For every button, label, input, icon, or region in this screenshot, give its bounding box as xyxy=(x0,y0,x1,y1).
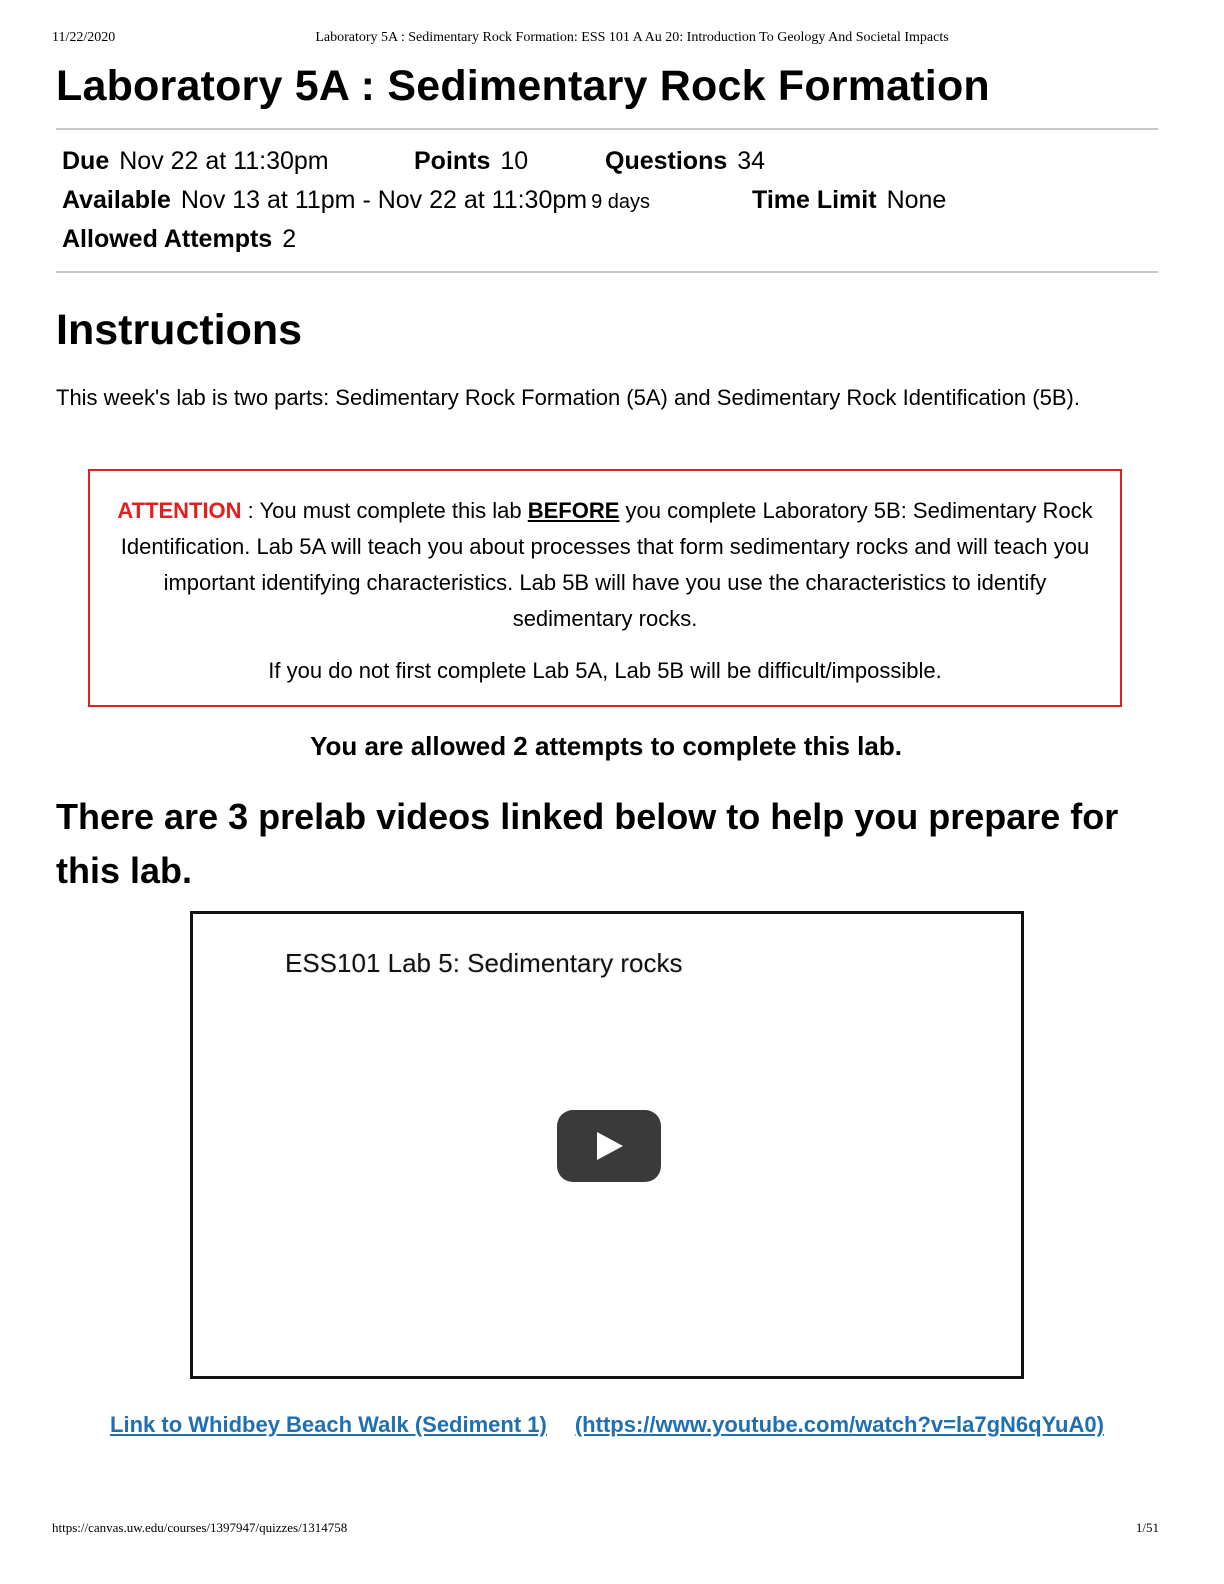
play-icon xyxy=(597,1132,623,1160)
page-title: Laboratory 5A : Sedimentary Rock Formation xyxy=(56,62,990,110)
points-label: Points xyxy=(414,147,491,175)
video-title[interactable]: ESS101 Lab 5: Sedimentary rocks xyxy=(285,948,683,978)
due-value: Nov 22 at 11:30pm xyxy=(119,147,329,175)
video-link-url[interactable]: (https://www.youtube.com/watch?v=la7gN6qYuA0) xyxy=(574,1412,1104,1437)
attention-paragraph xyxy=(102,493,1108,637)
questions-label: Questions xyxy=(605,147,728,175)
allowed-attempts-label: Allowed Attempts xyxy=(62,225,273,253)
questions-value: 34 xyxy=(737,147,766,175)
print-document-title: Laboratory 5A : Sedimentary Rock Formation: ESS 101 A Au 20: Introduction To Geology And Societal Impacts xyxy=(315,30,949,45)
allowed-attempts-field xyxy=(62,225,296,254)
attempts-note: You are allowed 2 attempts to complete this lab. xyxy=(310,731,902,761)
time-limit-value: None xyxy=(886,186,947,214)
print-date: 11/22/2020 xyxy=(52,30,116,45)
available-field xyxy=(62,186,650,215)
questions-field xyxy=(605,147,765,176)
allowed-attempts-value: 2 xyxy=(282,225,297,253)
due-field xyxy=(62,147,329,176)
print-header xyxy=(52,30,1172,50)
videos-heading: There are 3 prelab videos linked below to help you prepare for this lab. xyxy=(56,796,1119,891)
time-limit-field xyxy=(752,186,946,215)
available-label: Available xyxy=(62,186,171,214)
video-link-label[interactable]: Link to Whidbey Beach Walk (Sediment 1) xyxy=(110,1412,547,1437)
time-limit-label: Time Limit xyxy=(752,186,877,214)
play-button[interactable] xyxy=(557,1110,661,1182)
attention-label: ATTENTION xyxy=(117,498,242,523)
available-duration: 9 days xyxy=(591,191,651,213)
attention-text-after: you complete Laboratory 5B: Sedimentary Rock Identification. Lab 5A will teach you about processes that form sedimentary rocks and will teach you important identifying characteristics. Lab 5B will have you use the characteristics to identify sedimentary rocks. xyxy=(120,498,1093,631)
video-link-row xyxy=(0,1412,1214,1438)
attention-box xyxy=(88,469,1122,707)
points-value: 10 xyxy=(500,147,529,175)
print-footer xyxy=(52,1520,1159,1540)
attention-emphasis: BEFORE xyxy=(527,498,620,523)
divider-bottom xyxy=(56,271,1158,273)
attention-warning: If you do not first complete Lab 5A, Lab 5B will be difficult/impossible. xyxy=(268,658,942,683)
instructions-heading: Instructions xyxy=(56,306,303,354)
divider-top xyxy=(56,128,1158,130)
available-value: Nov 13 at 11pm - Nov 22 at 11:30pm xyxy=(180,186,588,214)
print-url: https://canvas.uw.edu/courses/1397947/quizzes/1314758 xyxy=(52,1520,348,1535)
points-field xyxy=(414,147,528,176)
due-label: Due xyxy=(62,147,110,175)
video-embed[interactable] xyxy=(190,911,1024,1379)
print-page-number: 1/51 xyxy=(1135,1520,1159,1535)
attention-text-before: : You must complete this lab xyxy=(241,498,528,523)
intro-text: This week's lab is two parts: Sedimentary Rock Formation (5A) and Sedimentary Rock Identification (5B). xyxy=(56,385,1080,410)
